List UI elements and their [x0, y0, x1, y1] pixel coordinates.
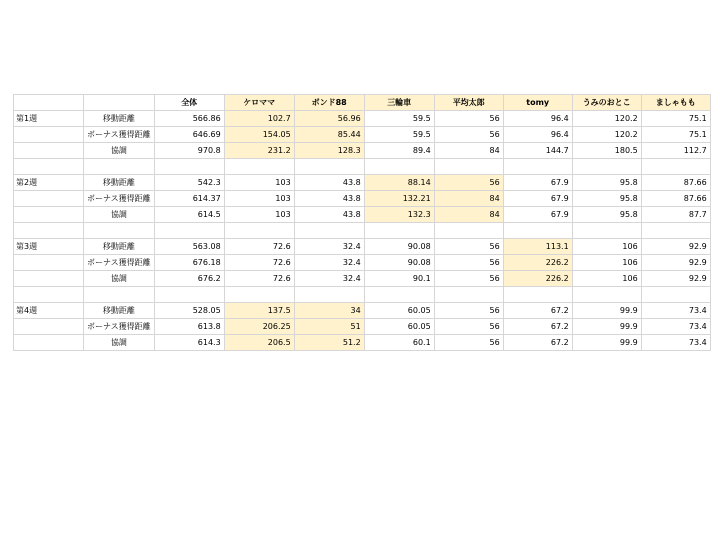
value-cell: 60.05 — [364, 319, 434, 335]
value-cell: 56 — [434, 111, 503, 127]
value-cell: 226.2 — [503, 271, 572, 287]
value-cell: 34 — [294, 303, 364, 319]
value-cell: 87.7 — [641, 207, 710, 223]
value-cell: 95.8 — [572, 175, 641, 191]
value-cell: 613.8 — [154, 319, 224, 335]
empty-cell — [364, 223, 434, 239]
week-label — [14, 191, 84, 207]
value-cell: 72.6 — [224, 239, 294, 255]
value-cell: 676.18 — [154, 255, 224, 271]
week-label — [14, 335, 84, 351]
value-cell: 106 — [572, 271, 641, 287]
value-cell: 102.7 — [224, 111, 294, 127]
value-cell: 43.8 — [294, 191, 364, 207]
value-cell: 970.8 — [154, 143, 224, 159]
value-cell: 90.08 — [364, 239, 434, 255]
metric-label: ボーナス獲得距離 — [84, 255, 155, 271]
value-cell: 67.9 — [503, 175, 572, 191]
empty-cell — [14, 223, 84, 239]
value-cell: 32.4 — [294, 255, 364, 271]
empty-cell — [572, 159, 641, 175]
table-row — [14, 143, 711, 159]
value-cell: 614.5 — [154, 207, 224, 223]
value-cell: 92.9 — [641, 271, 710, 287]
value-cell: 67.2 — [503, 319, 572, 335]
value-cell: 51 — [294, 319, 364, 335]
empty-cell — [503, 287, 572, 303]
score-table — [13, 94, 711, 351]
empty-cell — [503, 223, 572, 239]
value-cell: 95.8 — [572, 207, 641, 223]
value-cell: 614.37 — [154, 191, 224, 207]
value-cell: 87.66 — [641, 175, 710, 191]
value-cell: 99.9 — [572, 319, 641, 335]
metric-label: ボーナス獲得距離 — [84, 319, 155, 335]
week-label — [14, 143, 84, 159]
value-cell: 646.69 — [154, 127, 224, 143]
value-cell: 56 — [434, 175, 503, 191]
empty-cell — [364, 159, 434, 175]
value-cell: 85.44 — [294, 127, 364, 143]
empty-cell — [641, 223, 710, 239]
week-label — [14, 127, 84, 143]
spacer-row — [14, 287, 711, 303]
value-cell: 32.4 — [294, 271, 364, 287]
value-cell: 676.2 — [154, 271, 224, 287]
empty-cell — [434, 223, 503, 239]
week-label — [14, 207, 84, 223]
value-cell: 96.4 — [503, 127, 572, 143]
empty-cell — [224, 287, 294, 303]
column-header-1: ケロママ — [224, 95, 294, 111]
empty-cell — [84, 223, 155, 239]
empty-cell — [641, 159, 710, 175]
column-header-0: 全体 — [154, 95, 224, 111]
value-cell: 75.1 — [641, 111, 710, 127]
value-cell: 89.4 — [364, 143, 434, 159]
column-header-4: 平均太郎 — [434, 95, 503, 111]
empty-cell — [641, 287, 710, 303]
value-cell: 103 — [224, 175, 294, 191]
value-cell: 113.1 — [503, 239, 572, 255]
spacer-row — [14, 159, 711, 175]
value-cell: 180.5 — [572, 143, 641, 159]
value-cell: 137.5 — [224, 303, 294, 319]
value-cell: 120.2 — [572, 127, 641, 143]
metric-label: ボーナス獲得距離 — [84, 191, 155, 207]
metric-label: 協調 — [84, 271, 155, 287]
table-body — [14, 111, 711, 351]
value-cell: 96.4 — [503, 111, 572, 127]
week-label: 第2週 — [14, 175, 84, 191]
value-cell: 92.9 — [641, 255, 710, 271]
table-row — [14, 303, 711, 319]
value-cell: 56 — [434, 319, 503, 335]
value-cell: 132.21 — [364, 191, 434, 207]
value-cell: 73.4 — [641, 303, 710, 319]
value-cell: 231.2 — [224, 143, 294, 159]
value-cell: 72.6 — [224, 255, 294, 271]
value-cell: 60.05 — [364, 303, 434, 319]
value-cell: 73.4 — [641, 335, 710, 351]
value-cell: 614.3 — [154, 335, 224, 351]
table-row — [14, 111, 711, 127]
value-cell: 206.5 — [224, 335, 294, 351]
column-header-7: ましゃもも — [641, 95, 710, 111]
value-cell: 67.2 — [503, 335, 572, 351]
empty-cell — [224, 223, 294, 239]
value-cell: 542.3 — [154, 175, 224, 191]
value-cell: 106 — [572, 255, 641, 271]
empty-cell — [154, 287, 224, 303]
week-label: 第3週 — [14, 239, 84, 255]
value-cell: 132.3 — [364, 207, 434, 223]
value-cell: 103 — [224, 207, 294, 223]
value-cell: 56 — [434, 303, 503, 319]
value-cell: 120.2 — [572, 111, 641, 127]
value-cell: 73.4 — [641, 319, 710, 335]
table-row — [14, 335, 711, 351]
metric-label: 協調 — [84, 207, 155, 223]
value-cell: 84 — [434, 191, 503, 207]
value-cell: 226.2 — [503, 255, 572, 271]
value-cell: 566.86 — [154, 111, 224, 127]
metric-label: 協調 — [84, 143, 155, 159]
empty-cell — [434, 159, 503, 175]
value-cell: 72.6 — [224, 271, 294, 287]
table-row — [14, 255, 711, 271]
value-cell: 99.9 — [572, 335, 641, 351]
column-header-6: うみのおとこ — [572, 95, 641, 111]
empty-cell — [572, 287, 641, 303]
metric-label: 移動距離 — [84, 111, 155, 127]
header-row — [14, 95, 711, 111]
value-cell: 128.3 — [294, 143, 364, 159]
empty-cell — [503, 159, 572, 175]
value-cell: 92.9 — [641, 239, 710, 255]
value-cell: 75.1 — [641, 127, 710, 143]
value-cell: 67.9 — [503, 191, 572, 207]
table-row — [14, 319, 711, 335]
empty-cell — [294, 223, 364, 239]
empty-cell — [434, 287, 503, 303]
value-cell: 87.66 — [641, 191, 710, 207]
value-cell: 56 — [434, 255, 503, 271]
value-cell: 59.5 — [364, 127, 434, 143]
column-header-3: 三輪車 — [364, 95, 434, 111]
value-cell: 99.9 — [572, 303, 641, 319]
value-cell: 84 — [434, 143, 503, 159]
empty-cell — [14, 287, 84, 303]
empty-cell — [84, 159, 155, 175]
metric-label: 移動距離 — [84, 303, 155, 319]
value-cell: 43.8 — [294, 207, 364, 223]
week-label: 第1週 — [14, 111, 84, 127]
value-cell: 84 — [434, 207, 503, 223]
table-row — [14, 239, 711, 255]
value-cell: 56 — [434, 127, 503, 143]
value-cell: 95.8 — [572, 191, 641, 207]
week-label: 第4週 — [14, 303, 84, 319]
table-row — [14, 175, 711, 191]
value-cell: 90.1 — [364, 271, 434, 287]
value-cell: 106 — [572, 239, 641, 255]
empty-cell — [572, 223, 641, 239]
week-label — [14, 255, 84, 271]
corner-cell-metric — [84, 95, 155, 111]
metric-label: 移動距離 — [84, 239, 155, 255]
table-row — [14, 191, 711, 207]
value-cell: 103 — [224, 191, 294, 207]
empty-cell — [14, 159, 84, 175]
value-cell: 206.25 — [224, 319, 294, 335]
value-cell: 51.2 — [294, 335, 364, 351]
value-cell: 56.96 — [294, 111, 364, 127]
value-cell: 563.08 — [154, 239, 224, 255]
empty-cell — [294, 159, 364, 175]
table-row — [14, 271, 711, 287]
column-header-2: ボンド88 — [294, 95, 364, 111]
week-label — [14, 319, 84, 335]
value-cell: 528.05 — [154, 303, 224, 319]
value-cell: 32.4 — [294, 239, 364, 255]
table-row — [14, 127, 711, 143]
empty-cell — [154, 223, 224, 239]
value-cell: 154.05 — [224, 127, 294, 143]
value-cell: 56 — [434, 335, 503, 351]
metric-label: 協調 — [84, 335, 155, 351]
value-cell: 56 — [434, 271, 503, 287]
value-cell: 43.8 — [294, 175, 364, 191]
value-cell: 112.7 — [641, 143, 710, 159]
value-cell: 56 — [434, 239, 503, 255]
value-cell: 88.14 — [364, 175, 434, 191]
corner-cell-week — [14, 95, 84, 111]
metric-label: ボーナス獲得距離 — [84, 127, 155, 143]
column-header-5: tomy — [503, 95, 572, 111]
empty-cell — [154, 159, 224, 175]
value-cell: 60.1 — [364, 335, 434, 351]
empty-cell — [224, 159, 294, 175]
value-cell: 67.2 — [503, 303, 572, 319]
value-cell: 90.08 — [364, 255, 434, 271]
value-cell: 59.5 — [364, 111, 434, 127]
week-label — [14, 271, 84, 287]
spacer-row — [14, 223, 711, 239]
value-cell: 67.9 — [503, 207, 572, 223]
table-row — [14, 207, 711, 223]
empty-cell — [294, 287, 364, 303]
value-cell: 144.7 — [503, 143, 572, 159]
empty-cell — [364, 287, 434, 303]
empty-cell — [84, 287, 155, 303]
metric-label: 移動距離 — [84, 175, 155, 191]
